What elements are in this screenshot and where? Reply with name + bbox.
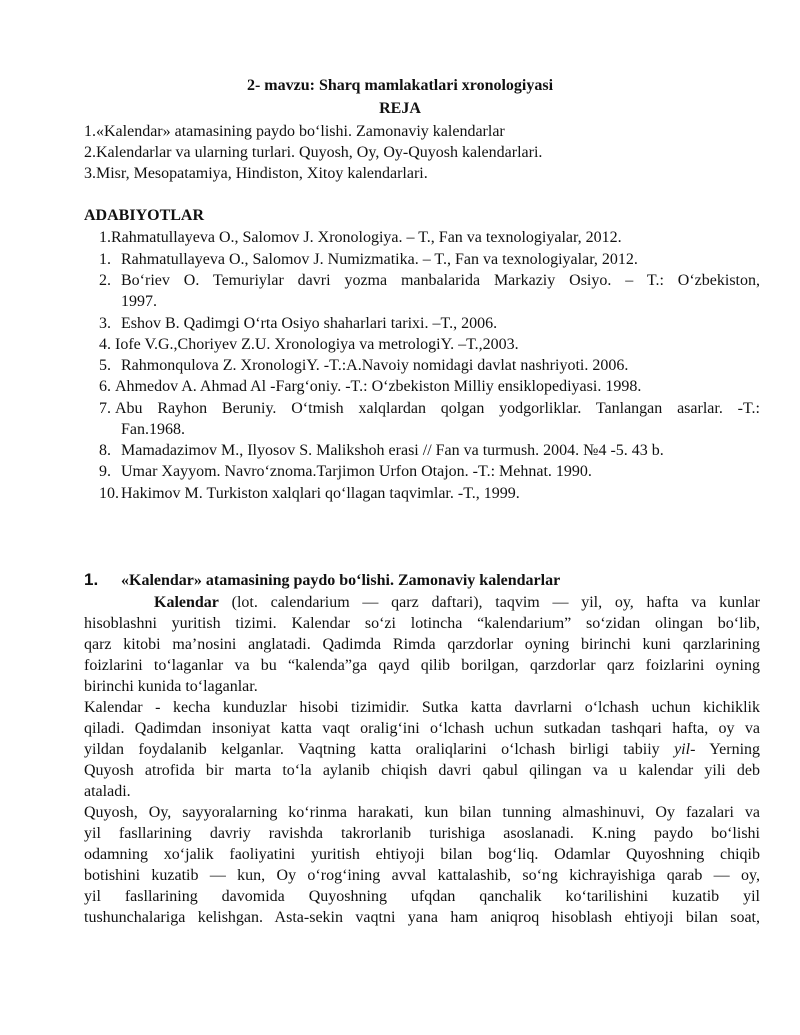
- reference-number: 5.: [99, 357, 111, 374]
- reference-number: 10.: [99, 485, 119, 502]
- reference-item-continued: Fan.1968.: [121, 421, 185, 438]
- reference-number: 8.: [99, 442, 111, 459]
- reference-number: 9.: [99, 463, 111, 480]
- section-number: 1.: [84, 570, 99, 589]
- paragraph-line: ataladi.: [84, 783, 131, 800]
- reference-item: Abu Rayhon Beruniy. O‘tmish xalqlardan qolgan yodgorliklar. Tanlangan asarlar. -T.:: [115, 400, 760, 417]
- reja-item: 3.Misr, Mesopatamiya, Hindiston, Xitoy kalendarlari.: [84, 165, 428, 182]
- reference-item: Bo‘riev O. Temuriylar davri yozma manbalarida Markaziy Osiyo. – T.: O‘zbekiston,: [121, 272, 760, 289]
- paragraph-line: botishini kuzatib — kun, Oy o‘rog‘ining avval kattalashib, so‘ng kichrayishiga qarab — oy,: [84, 867, 760, 884]
- reference-number: 2.: [99, 272, 111, 289]
- reference-number: 4.: [99, 336, 111, 353]
- reference-item: Eshov B. Qadimgi O‘rta Osiyo shaharlari tarixi. –T., 2006.: [121, 315, 498, 332]
- reference-number: 1.: [99, 251, 111, 268]
- reja-item: 1.«Kalendar» atamasining paydo bo‘lishi. Zamonaviy kalendarlar: [84, 123, 505, 140]
- reference-item: Hakimov M. Turkiston xalqlari qo‘llagan taqvimlar. -T., 1999.: [121, 485, 520, 502]
- reference-item-continued: 1997.: [121, 293, 157, 310]
- paragraph-line: Quyosh atrofida bir marta to‘la aylanib chiqish davri qabul qilingan va u kalendar yili deb: [84, 762, 760, 779]
- reference-item: Rahmatullayeva O., Salomov J. Numizmatika. – T., Fan va texnologiyalar, 2012.: [121, 251, 638, 268]
- reference-number: 7.: [99, 400, 111, 417]
- paragraph-line: qarz kitobi ma’nosini anglatadi. Qadimda Rimda qarzdorlar oyning birinchi kuni qarzlarining: [84, 636, 760, 653]
- reja-item: 2.Kalendarlar va ularning turlari. Quyosh, Oy, Oy-Quyosh kalendarlari.: [84, 144, 543, 161]
- reference-item: Rahmonqulova Z. XronologiY. -T.:A.Navoiy nomidagi davlat nashriyoti. 2006.: [121, 357, 629, 374]
- adabiyotlar-heading: ADABIYOTLAR: [84, 207, 205, 224]
- reference-number: 6.: [99, 378, 111, 395]
- reference-item: Ahmedov A. Ahmad Al -Farg‘oniy. -T.: O‘zbekiston Milliy ensiklopediyasi. 1998.: [115, 378, 642, 395]
- document-title: 2- mavzu: Sharq mamlakatlari xronologiyasi: [246, 77, 554, 94]
- reja-heading: REJA: [379, 100, 421, 117]
- reference-number: 3.: [99, 315, 111, 332]
- paragraph-line: hisoblashni yuritish tizimi. Kalendar so‘zi lotincha “kalendarium” so‘zidan olingan bo‘lib,: [84, 615, 760, 632]
- term-kalendar: Kalendar: [154, 594, 219, 611]
- reference-item: Umar Xayyom. Navro‘znoma.Tarjimon Urfon Otajon. -T.: Mehnat. 1990.: [121, 463, 592, 480]
- paragraph-line: Kalendar - kecha kunduzlar hisobi tizimidir. Sutka katta davrlarni o‘lchash uchun kichiklik: [84, 699, 760, 716]
- paragraph-line: Quyosh, Oy, sayyoralarning ko‘rinma harakati, kun bilan tunning almashinuvi, Oy fazalari va: [84, 804, 760, 821]
- section-title: «Kalendar» atamasining paydo bo‘lishi. Zamonaviy kalendarlar: [121, 572, 561, 589]
- paragraph-line: foizlarini to‘laganlar va bu “kalenda”ga qayd qilib borilgan, qarzdorlar qarz foizlarini oyning: [84, 657, 760, 674]
- paragraph-line: yil fasllarining davomida Quyoshning ufqdan qanchalik ko‘tarilishini kuzatib yil: [84, 888, 760, 905]
- reference-item: Mamadazimov M., Ilyosov S. Malikshoh erasi // Fan va turmush. 2004. №4 -5. 43 b.: [121, 442, 664, 459]
- reference-item: 1.Rahmatullayeva O., Salomov J. Xronologiya. – T., Fan va texnologiyalar, 2012.: [99, 229, 622, 246]
- paragraph-line: yil fasllarining davriy ravishda takrorlanib turishiga asoslanadi. K.ning paydo bo‘lishi: [84, 825, 760, 842]
- paragraph-line: Kalendar (lot. calendarium — qarz daftari), taqvim — yil, oy, hafta va kunlar: [154, 594, 761, 611]
- paragraph-line: yildan foydalanib kelganlar. Vaqtning katta oraliqlarini o‘lchash birligi tabiiy yil- Yerning: [84, 741, 761, 758]
- paragraph-line: odamning xo‘jalik faoliyatini yuritish ehtiyoji bilan bog‘liq. Odamlar Quyoshning chiqib: [84, 846, 760, 863]
- paragraph-line: qiladi. Qadimdan insoniyat katta vaqt oralig‘ini o‘lchash uchun sutkadan tashqari hafta, oy va: [84, 720, 760, 737]
- paragraph-line: birinchi kunida to‘laganlar.: [84, 678, 258, 695]
- paragraph-line: tushunchalariga kelishgan. Asta-sekin vaqtni yana ham aniqroq hisoblash ehtiyoji bilan soat,: [84, 909, 760, 926]
- term-yil: yil: [674, 741, 691, 758]
- reference-item: Iofe V.G.,Choriyev Z.U. Xronologiya va metrologiY. –T.,2003.: [115, 336, 519, 353]
